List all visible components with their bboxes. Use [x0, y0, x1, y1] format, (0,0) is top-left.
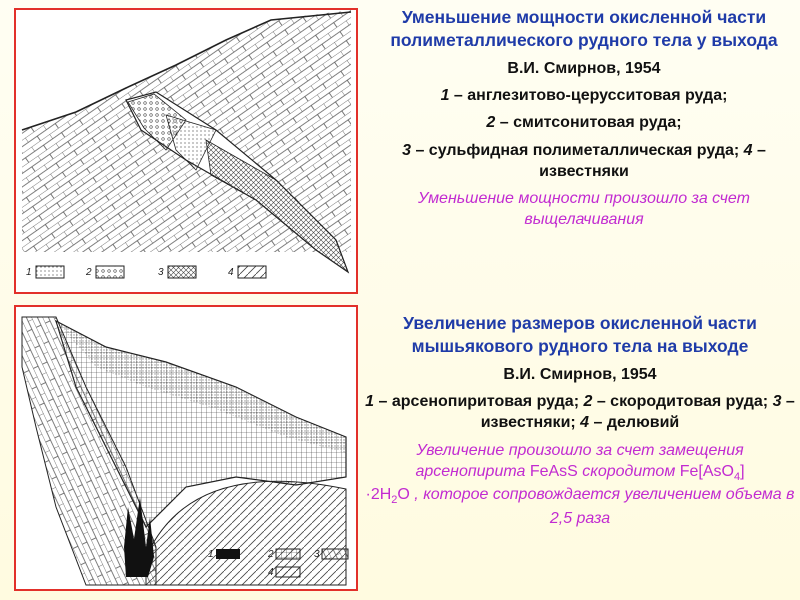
block1-title: Уменьшение мощности окисленной части полиметаллического рудного тела у выхода [390, 7, 778, 51]
legend2-swatch-4 [276, 567, 300, 577]
block1-legend-2 [372, 112, 796, 133]
figure2-drawing [16, 307, 356, 589]
legend2-number-1: 1 [208, 549, 214, 560]
legend2-swatch-2 [276, 549, 300, 559]
formula-part: O [397, 486, 410, 504]
figure1-drawing [16, 10, 356, 292]
legend2-number-2: 2 [268, 549, 274, 560]
legend1-number-4: 4 [228, 267, 234, 278]
note-text: скородитом [577, 462, 680, 480]
block2-legend-number: 3 [772, 393, 782, 411]
block1-legend-text: – англезитово-церусситовая руда; [449, 87, 728, 105]
block1-legend-text: – известняки [539, 141, 766, 180]
block1-legend-number: 4 [743, 141, 753, 159]
block2-legend-text: – скородитовая руда; [592, 393, 773, 411]
formula-part: ] [740, 462, 745, 480]
block2-title: Увеличение размеров окисленной части мышьякового рудного тела на выходе [403, 313, 757, 357]
legend1-swatch-2 [96, 266, 124, 278]
block1-author: В.И. Смирнов, 1954 [507, 60, 661, 78]
note-text: , которое сопровождается увеличением объема в 2,5 раза [409, 486, 795, 528]
formula-subscript: 4 [733, 470, 741, 483]
block1-legend-text: – смитсонитовая руда; [495, 114, 682, 132]
block2-legend-text: – делювий [589, 414, 680, 432]
legend2-number-3: 3 [314, 549, 320, 560]
block2-note [362, 440, 798, 530]
legend1-number-2: 2 [86, 267, 92, 278]
formula-part: Fe[AsO [679, 462, 734, 480]
block1-legend-number: 3 [402, 141, 412, 159]
block1-legend-number: 2 [486, 114, 496, 132]
block1-legend-1 [372, 85, 796, 106]
legend2-number-4: 4 [268, 567, 274, 578]
block1-note: Уменьшение мощности произошло за счет выщелачивания [418, 189, 750, 228]
figure-arsenic-ore-body [14, 305, 358, 591]
block2-author: В.И. Смирнов, 1954 [503, 366, 657, 384]
block2-legend [362, 391, 798, 433]
formula-arsenopyrite: FeAsS [529, 462, 578, 480]
figure1-legend [26, 266, 266, 278]
legend1-swatch-1 [36, 266, 64, 278]
formula-subscript: 2 [391, 494, 398, 507]
legend1-swatch-3 [168, 266, 196, 278]
legend1-number-3: 3 [158, 267, 164, 278]
arsenic-description [362, 312, 798, 529]
block1-legend-text: – сульфидная полиметаллическая руда; [411, 141, 744, 159]
block2-legend-number: 2 [583, 393, 593, 411]
polymetallic-description [372, 6, 796, 230]
block2-legend-text: – известняки; [480, 393, 795, 432]
block1-legend-number: 1 [440, 87, 450, 105]
legend1-number-1: 1 [26, 267, 32, 278]
block2-legend-text: – арсенопиритовая руда; [374, 393, 584, 411]
block2-legend-number: 1 [365, 393, 375, 411]
figure-polymetallic-ore-body [14, 8, 358, 294]
legend2-swatch-1 [216, 549, 240, 559]
block2-legend-number: 4 [580, 414, 590, 432]
block1-legend-3-4 [372, 140, 796, 182]
note-text: Увеличение произошло за счет замещения арсенопирита [415, 441, 744, 480]
legend2-swatch-3 [322, 549, 348, 559]
legend1-swatch-4 [238, 266, 266, 278]
formula-part: ·2H [365, 486, 392, 504]
